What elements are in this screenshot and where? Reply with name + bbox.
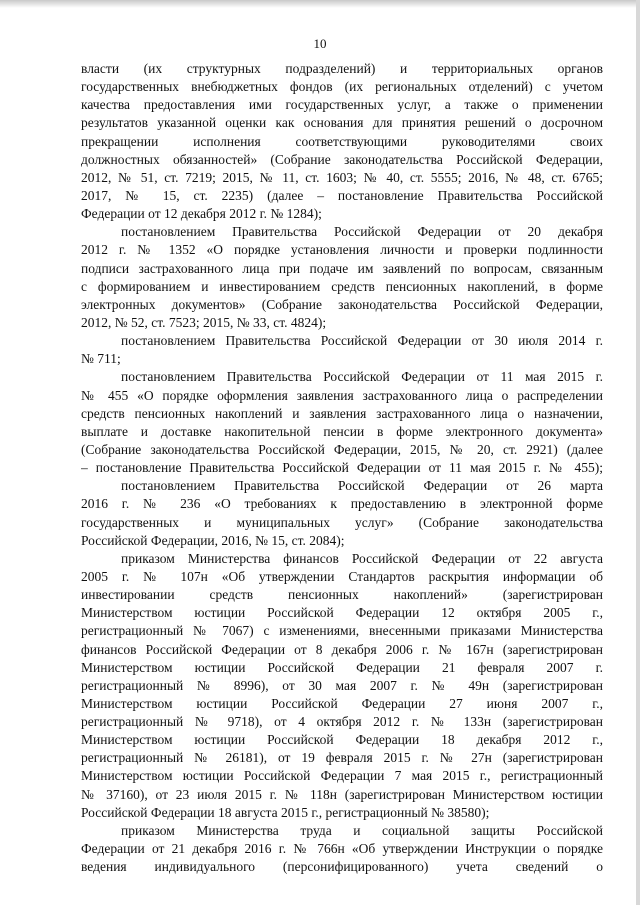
text-line: 2016 г. № 236 «О требованиях к предоставлению в электронной форме: [81, 496, 603, 512]
text-line: Федерации от 12 декабря 2012 г. № 1284);: [81, 206, 322, 222]
text-line: должностных обязанностей» (Собрание законодательства Российской Федерации,: [81, 151, 603, 167]
text-line: 2012, № 51, ст. 7219; 2015, № 11, ст. 1603; № 40, ст. 5555; 2016, № 48, ст. 6765;: [81, 169, 603, 185]
text-line: Федерации от 21 декабря 2016 г. № 766н «Об утверждении Инструкции о порядке: [81, 841, 603, 857]
text-line: ведения индивидуального (персонифицированного) учета сведений о: [81, 859, 603, 875]
text-line: постановлением Правительства Российской Федерации от 26 марта: [121, 478, 603, 494]
text-line: государственных внебюджетных фондов (их региональных отделений) с учетом: [81, 79, 603, 95]
text-line: Министерством юстиции Российской Федерации 7 мая 2015 г., регистрационный: [81, 768, 603, 784]
text-line: регистрационный № 26181), от 19 февраля 2015 г. № 27н (зарегистрирован: [81, 750, 603, 766]
text-line: средств пенсионных накоплений и заявления застрахованного лица о назначении,: [81, 405, 603, 421]
text-line: электронных документов» (Собрание законодательства Российской Федерации,: [81, 296, 603, 312]
scan-edge-top: [0, 0, 640, 8]
text-line: Министерством юстиции Российской Федерации 21 февраля 2007 г.: [81, 659, 603, 675]
text-line: подписи застрахованного лица при подаче им заявлений по вопросам, связанным: [81, 260, 603, 276]
text-line: государственных и муниципальных услуг» (Собрание законодательства: [81, 514, 603, 530]
text-line: 2012, № 52, ст. 7523; 2015, № 33, ст. 4824);: [81, 314, 327, 330]
text-line: постановлением Правительства Российской Федерации от 20 декабря: [121, 224, 603, 240]
text-line: регистрационный № 7067) с изменениями, внесенными приказами Министерства: [81, 623, 603, 639]
text-line: постановлением Правительства Российской Федерации от 30 июля 2014 г.: [121, 333, 603, 349]
text-line: регистрационный № 9718), от 4 октября 2012 г. № 133н (зарегистрирован: [81, 714, 603, 730]
text-line: № 37160), от 23 июля 2015 г. № 118н (зарегистрирован Министерством юстиции: [81, 786, 603, 802]
document-body: [81, 60, 603, 876]
page-number: 10: [313, 36, 327, 51]
text-line: 2012 г. № 1352 «О порядке установления личности и проверки подлинности: [81, 242, 603, 258]
scan-edge-right: [636, 0, 640, 905]
text-line: Министерством юстиции Российской Федерации 27 июня 2007 г.,: [81, 695, 603, 711]
text-line: приказом Министерства финансов Российской Федерации от 22 августа: [121, 550, 603, 566]
text-line: финансов Российской Федерации от 8 декабря 2006 г. № 167н (зарегистрирован: [81, 641, 603, 657]
text-line: приказом Министерства труда и социальной защиты Российской: [121, 822, 603, 838]
text-line: – постановление Правительства Российской Федерации от 11 мая 2015 г. № 455);: [81, 460, 603, 476]
text-line: выплате и доставке накопительной пенсии в форме электронного документа»: [81, 423, 603, 439]
text-line: № 455 «О порядке оформления заявления застрахованного лица о распределении: [81, 387, 603, 403]
text-line: Министерством юстиции Российской Федерации 12 октября 2005 г.,: [81, 605, 603, 621]
text-line: постановлением Правительства Российской Федерации от 11 мая 2015 г.: [121, 369, 603, 385]
text-line: № 711;: [81, 351, 121, 367]
text-line: Российской Федерации, 2016, № 15, ст. 2084);: [81, 532, 345, 548]
text-line: результатов указанной оценки как основания для принятия решений о досрочном: [81, 115, 603, 131]
text-line: инвестировании средств пенсионных накоплений» (зарегистрирован: [81, 587, 603, 603]
text-line: 2005 г. № 107н «Об утверждении Стандартов раскрытия информации об: [81, 568, 603, 584]
text-line: (Собрание законодательства Российской Федерации, 2015, № 20, ст. 2921) (далее: [81, 441, 603, 457]
text-line: 2017, № 15, ст. 2235) (далее – постановление Правительства Российской: [81, 187, 603, 203]
text-line: качества предоставления ими государственных услуг, а также о применении: [81, 97, 603, 113]
text-line: с формированием и инвестированием средств пенсионных накоплений, в форме: [81, 278, 603, 294]
text-line: власти (их структурных подразделений) и территориальных органов: [81, 61, 603, 76]
text-line: Министерством юстиции Российской Федерации 18 декабря 2012 г.,: [81, 732, 603, 748]
text-line: Российской Федерации 18 августа 2015 г., регистрационный № 38580);: [81, 804, 490, 820]
text-line: прекращении исполнения соответствующими руководителями своих: [81, 133, 603, 149]
text-line: регистрационный № 8996), от 30 мая 2007 г. № 49н (зарегистрирован: [81, 677, 603, 693]
